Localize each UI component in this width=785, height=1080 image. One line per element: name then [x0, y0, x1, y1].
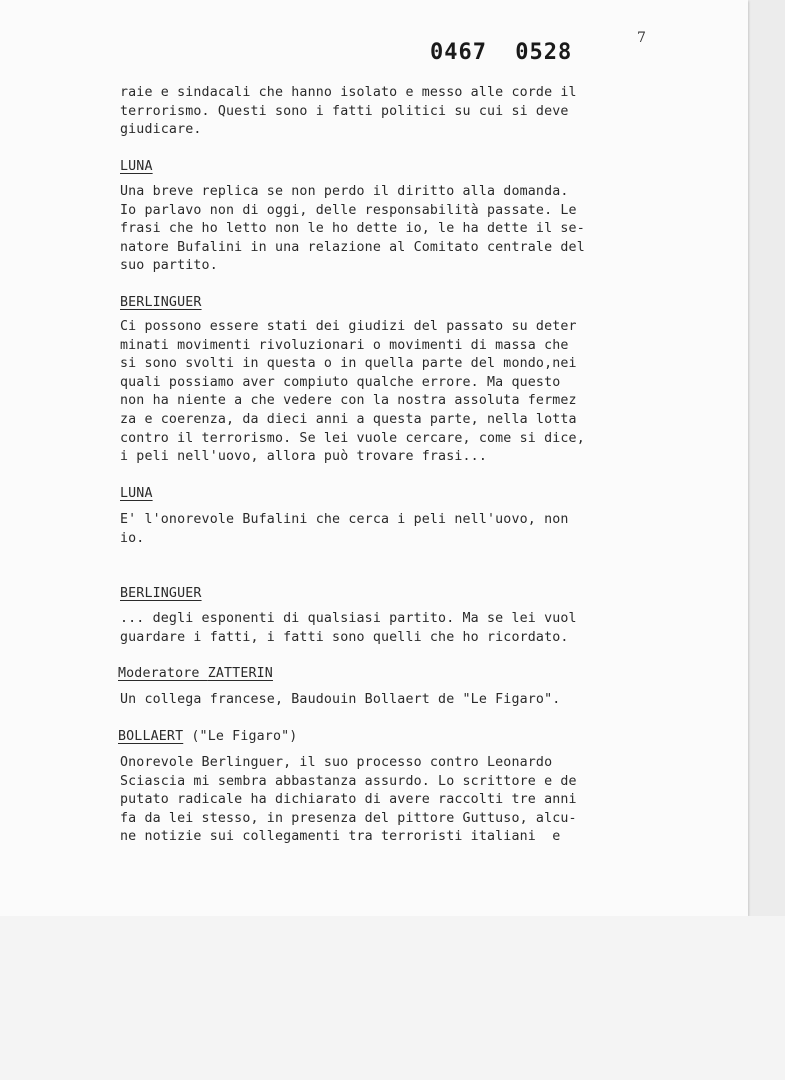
speaker-name: BERLINGUER: [120, 295, 202, 310]
speaker-heading: [120, 294, 202, 312]
speaker-name: ZATTERIN: [207, 666, 273, 681]
paragraph: Un collega francese, Baudouin Bollaert de "Le Figaro".: [120, 692, 561, 707]
paragraph: E' l'onorevole Bufalini che cerca i peli nell'uovo, non io.: [120, 512, 569, 546]
speaker-name: LUNA: [120, 159, 153, 174]
speaker-heading: [120, 158, 153, 176]
paragraph: Una breve replica se non perdo il diritto alla domanda. Io parlavo non di oggi, delle responsabilità passate. Le frasi che ho letto non le ho dette io, le ha dette il se- natore Bufalini in una relazione al Comitato centrale del suo partito.: [120, 184, 585, 274]
scan-background: [0, 916, 785, 1080]
document-code: 0467 0528: [430, 40, 573, 65]
paragraph: ... degli esponenti di qualsiasi partito. Ma se lei vuol guardare i fatti, i fatti sono quelli che ho ricordato.: [120, 611, 577, 645]
speaker-prefix: Moderatore: [118, 666, 208, 681]
speaker-heading: [118, 665, 273, 683]
paragraph: raie e sindacali che hanno isolato e messo alle corde il terrorismo. Questi sono i fatti politici su cui si deve giudicare.: [120, 85, 577, 138]
page-number: 7: [637, 30, 646, 46]
paragraph: Onorevole Berlinguer, il suo processo contro Leonardo Sciascia mi sembra abbastanza assurdo. Lo scrittore e de putato radicale ha dichiarato di avere raccolti tre anni fa da lei stesso, in presenza del pittore Guttuso, alcu- ne notizie sui collegamenti tra terroristi italiani e: [120, 755, 577, 845]
paragraph: Ci possono essere stati dei giudizi del passato su deter minati movimenti rivoluzionari o movimenti di massa che si sono svolti in questa o in quella parte del mondo,nei quali possiamo aver compiuto qualche errore. Ma questo non ha niente a che vedere con la nostra assoluta fermez za e coerenza, da dieci anni a questa parte, nella lotta contro il terrorismo. Se lei vuole cercare, come si dice, i peli nell'uovo, allora può trovare frasi...: [120, 319, 585, 465]
speaker-name: BOLLAERT: [118, 729, 184, 744]
speaker-affiliation: ("Le Figaro"): [183, 729, 298, 744]
speaker-name: BERLINGUER: [120, 586, 202, 601]
speaker-heading: [120, 485, 153, 503]
speaker-heading: [118, 728, 297, 746]
speaker-heading: [120, 585, 202, 603]
speaker-name: LUNA: [120, 486, 153, 501]
